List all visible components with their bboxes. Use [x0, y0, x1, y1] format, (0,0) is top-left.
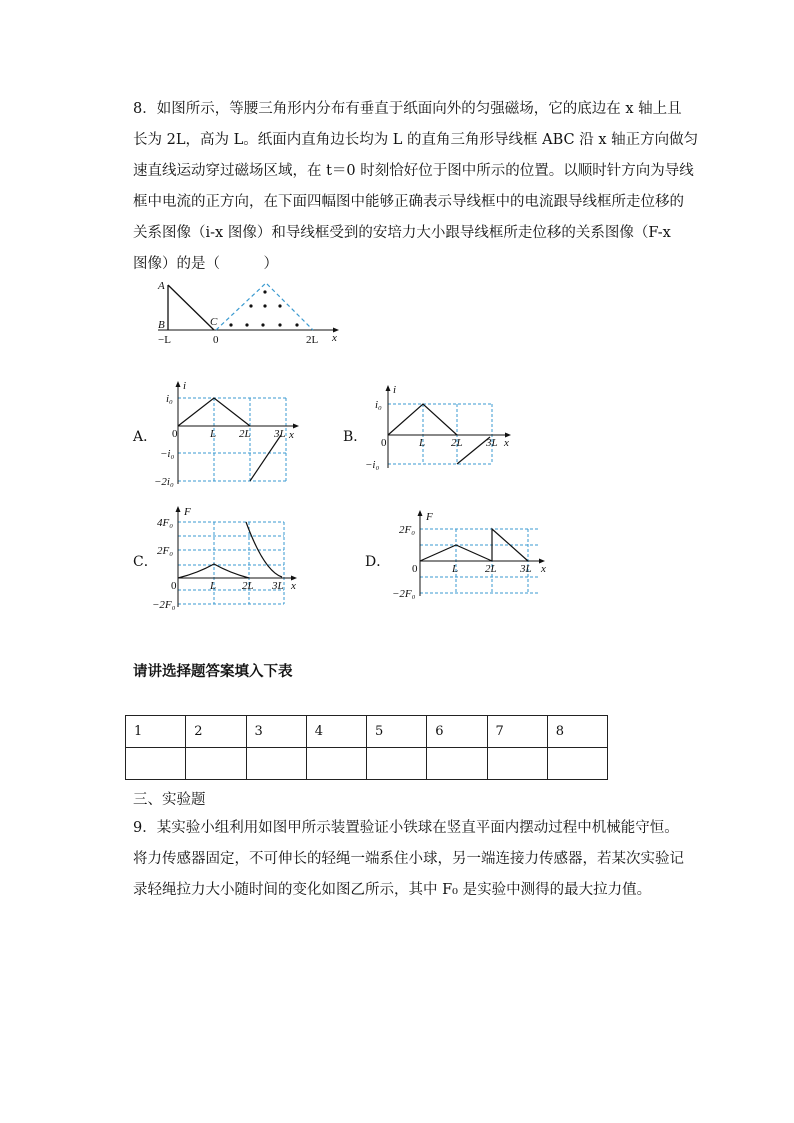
option-B-label: B．	[343, 429, 368, 445]
tick-2L: 2L	[239, 428, 251, 440]
tick-2F0: 2F₀	[399, 524, 416, 536]
tick-neg-2F0: −2F₀	[392, 588, 416, 600]
option-B-graph	[365, 382, 518, 472]
frame-hypotenuse-AC	[168, 285, 214, 330]
option-D-graph	[392, 508, 558, 608]
axis-label-x: x	[541, 563, 546, 575]
answer-cell[interactable]	[487, 748, 547, 780]
grid	[178, 398, 286, 481]
axis-label-x: x	[291, 580, 296, 592]
setup-figure	[150, 275, 350, 350]
tick-L: L	[452, 563, 459, 575]
y-axis-arrow	[176, 381, 181, 387]
question-number-cell: 1	[126, 716, 186, 748]
curve-segment-1	[420, 545, 492, 561]
tick-L: L	[210, 428, 217, 440]
option-A-label: A．	[133, 429, 158, 445]
label-origin: 0	[213, 334, 219, 346]
answer-table-answer-row	[126, 748, 608, 780]
x-axis-arrow	[293, 424, 299, 429]
tick-origin: 0	[381, 437, 387, 449]
answer-prompt: 请讲选择题答案填入下表	[133, 664, 293, 680]
option-D-label: D．	[365, 554, 391, 570]
q8-line-2: 长为 2L，高为 L。纸面内直角边长均为 L 的直角三角形导线框 ABC 沿 x 轴正方向做匀	[133, 132, 699, 148]
tick-L: L	[419, 437, 426, 449]
axis-label-i: i	[393, 384, 397, 396]
label-2L: 2L	[306, 334, 319, 346]
label-B: B	[158, 319, 165, 331]
label-neg-L: −L	[158, 334, 171, 346]
tick-i0: i₀	[375, 399, 382, 411]
question-number-cell: 2	[186, 716, 246, 748]
answer-cell[interactable]	[367, 748, 427, 780]
question-number-cell: 5	[367, 716, 427, 748]
grid	[388, 404, 492, 464]
tick-origin: 0	[412, 563, 418, 575]
grid	[178, 522, 284, 604]
q9-line-1: 9．某实验小组利用如图甲所示装置验证小铁球在竖直平面内摆动过程中机械能守恒。	[133, 820, 679, 836]
tick-neg-i0: −i₀	[365, 459, 380, 471]
label-x: x	[332, 332, 337, 344]
question-number-cell: 6	[427, 716, 487, 748]
y-axis-arrow	[176, 506, 181, 512]
answer-cell[interactable]	[427, 748, 487, 780]
tick-neg-2i0: −2i₀	[154, 476, 174, 488]
q8-line-5: 关系图像（i-x 图像）和导线框受到的安培力大小跟导线框所走位移的关系图像（F-x	[133, 225, 671, 241]
option-C-graph	[152, 505, 308, 615]
question-number-cell: 7	[487, 716, 547, 748]
answer-cell[interactable]	[126, 748, 186, 780]
tick-3L: 3L	[520, 563, 532, 575]
axis-label-i: i	[183, 380, 187, 392]
tick-2L: 2L	[451, 437, 463, 449]
question-9-text	[133, 813, 684, 906]
q8-line-4: 框中电流的正方向，在下面四幅图中能够正确表示导线框中的电流跟导线框所走位移的	[133, 194, 684, 210]
option-C-label: C．	[133, 554, 158, 570]
tick-L: L	[210, 580, 217, 592]
question-number-cell: 8	[547, 716, 607, 748]
field-dots	[229, 290, 298, 326]
y-axis-arrow	[418, 510, 423, 516]
tick-2L: 2L	[485, 563, 497, 575]
tick-neg-2F0: −2F₀	[152, 599, 176, 611]
tick-3L: 3L	[486, 437, 498, 449]
label-C: C	[210, 316, 218, 328]
tick-2L: 2L	[242, 580, 254, 592]
y-axis-arrow	[386, 385, 391, 391]
answer-table	[125, 715, 608, 780]
curve-segment-2	[250, 435, 281, 481]
option-A-graph	[154, 380, 308, 490]
tick-neg-i0: −i₀	[160, 448, 175, 460]
q9-line-3: 录轻绳拉力大小随时间的变化如图乙所示，其中 F₀ 是实验中测得的最大拉力值。	[133, 882, 652, 898]
curve-segment-1	[178, 564, 249, 578]
axis-label-F: F	[184, 506, 191, 518]
answer-cell[interactable]	[306, 748, 366, 780]
question-number-cell: 4	[306, 716, 366, 748]
tick-origin: 0	[171, 580, 177, 592]
tick-i0: i₀	[166, 393, 173, 405]
answer-cell[interactable]	[547, 748, 607, 780]
answer-table-header-row	[126, 716, 608, 748]
answer-cell[interactable]	[186, 748, 246, 780]
answer-cell[interactable]	[246, 748, 306, 780]
axis-label-F: F	[426, 511, 433, 523]
axis-label-x: x	[504, 437, 509, 449]
question-8-text	[133, 94, 699, 280]
tick-2F0: 2F₀	[157, 545, 174, 557]
q8-line-3: 速直线运动穿过磁场区域，在 t＝0 时刻恰好位于图中所示的位置。以顺时针方向为导线	[133, 163, 694, 179]
tick-3L: 3L	[274, 428, 286, 440]
q8-line-1: 8．如图所示，等腰三角形内分布有垂直于纸面向外的匀强磁场，它的底边在 x 轴上且	[133, 101, 682, 117]
tick-4F0: 4F₀	[157, 517, 174, 529]
section-3-title: 三、实验题	[133, 792, 206, 808]
q9-line-2: 将力传感器固定，不可伸长的轻绳一端系住小球，另一端连接力传感器，若某次实验记	[133, 851, 684, 867]
question-number-cell: 3	[246, 716, 306, 748]
tick-origin: 0	[172, 428, 178, 440]
q8-line-6: 图像）的是（ ）	[133, 256, 278, 272]
axis-label-x: x	[289, 429, 294, 441]
tick-3L: 3L	[272, 580, 284, 592]
label-A: A	[158, 280, 165, 292]
curve-segment-1	[178, 398, 250, 426]
